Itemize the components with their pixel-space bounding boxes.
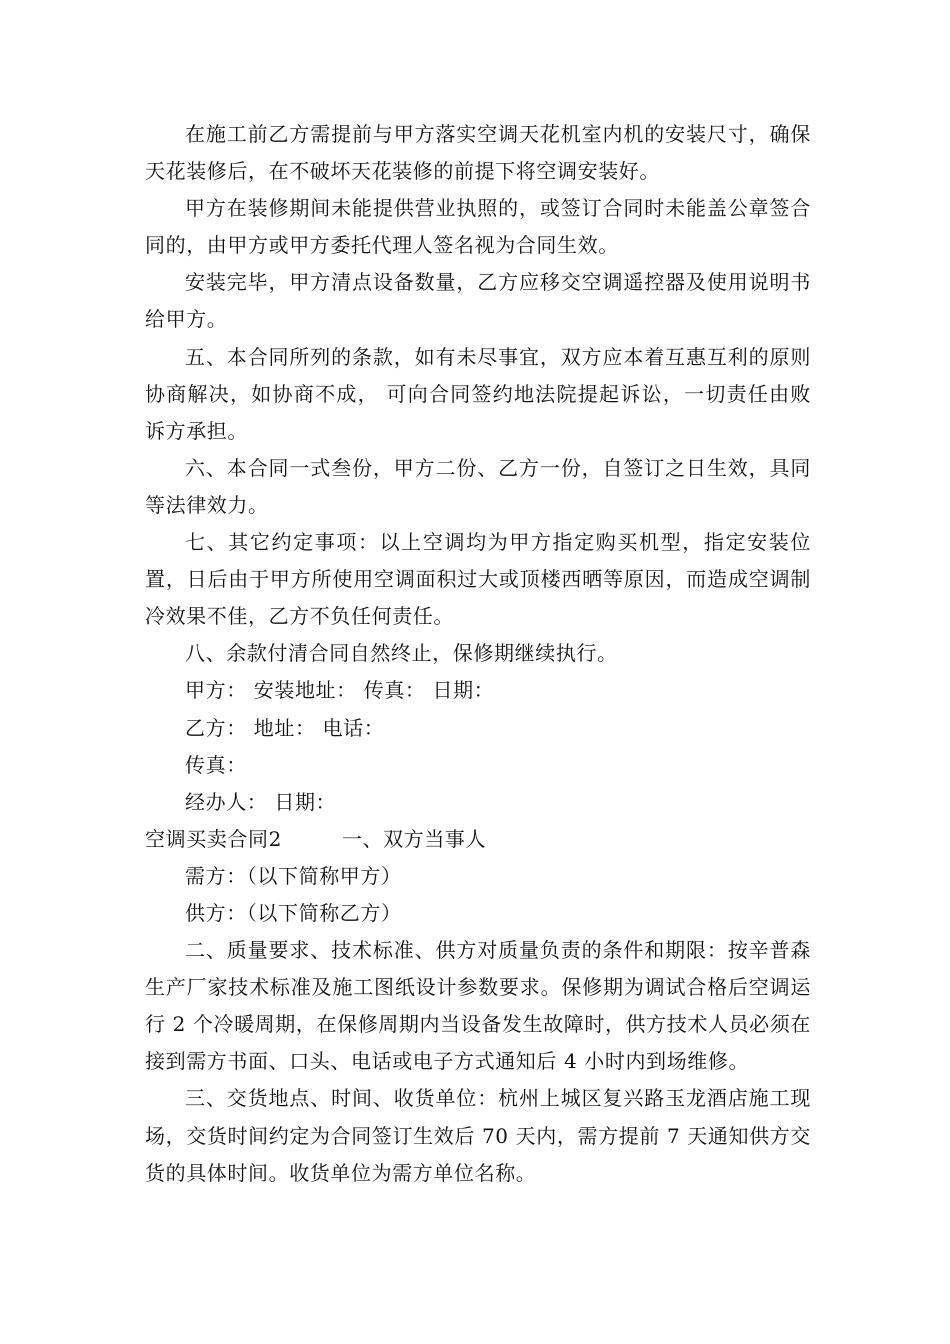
- section-title-line: [145, 821, 811, 858]
- party-buyer: 需方：（以下简称甲方）: [185, 863, 402, 888]
- party-supplier: 供方：（以下简称乙方）: [185, 900, 402, 925]
- signature-handler: 经办人： 日期：: [185, 789, 337, 814]
- clause-seven: 七、其它约定事项：以上空调均为甲方指定购买机型，指定安装位置，日后由于甲方所使用空调面积过大或顶楼西晒等原因，而造成空调制冷效果不佳，乙方不负任何责任。: [145, 530, 811, 629]
- paragraph-installation-complete: 安装完毕，甲方清点设备数量，乙方应移交空调遥控器及使用说明书给甲方。: [145, 270, 811, 332]
- paragraph-business-license: 甲方在装修期间未能提供营业执照的，或签订合同时未能盖公章签合同的，由甲方或甲方委托代理人签名视为合同生效。: [145, 196, 811, 258]
- clause-five: 五、本合同所列的条款，如有未尽事宜，双方应本着互惠互利的原则协商解决，如协商不成， 可向合同签约地法院提起诉讼，一切责任由败诉方承担。: [145, 344, 811, 443]
- signature-party-b: 乙方： 地址： 电话：: [185, 715, 385, 740]
- paragraph-installation-size: 在施工前乙方需提前与甲方落实空调天花机室内机的安装尺寸，确保天花装修后，在不破坏天花装修的前提下将空调安装好。: [145, 122, 811, 184]
- section-title: 空调买卖合同2: [145, 826, 282, 851]
- signature-fax: 传真：: [185, 752, 247, 777]
- clause-quality: 二、质量要求、技术标准、供方对质量负责的条件和期限：按辛普森生产厂家技术标准及施工图纸设计参数要求。保修期为调试合格后空调运行 2 个冷暖周期，在保修周期内当设备发生故障时，供方技术人员必须在接到需方书面、口头、电话或电子方式通知后 4 小时内到场维修。: [145, 938, 811, 1074]
- clause-six: 六、本合同一式叁份，甲方二份、乙方一份，自签订之日生效，具同等法律效力。: [145, 455, 811, 517]
- section-heading: 一、双方当事人: [341, 826, 487, 851]
- clause-eight: 八、余款付清合同自然终止，保修期继续执行。: [185, 641, 618, 666]
- clause-delivery: 三、交货地点、时间、收货单位：杭州上城区复兴路玉龙酒店施工现场，交货时间约定为合同签订生效后 70 天内，需方提前 7 天通知供方交货的具体时间。收货单位为需方单位名称。: [145, 1086, 811, 1185]
- contract-body: [145, 116, 811, 1192]
- signature-party-a: 甲方： 安装地址： 传真： 日期：: [185, 678, 495, 703]
